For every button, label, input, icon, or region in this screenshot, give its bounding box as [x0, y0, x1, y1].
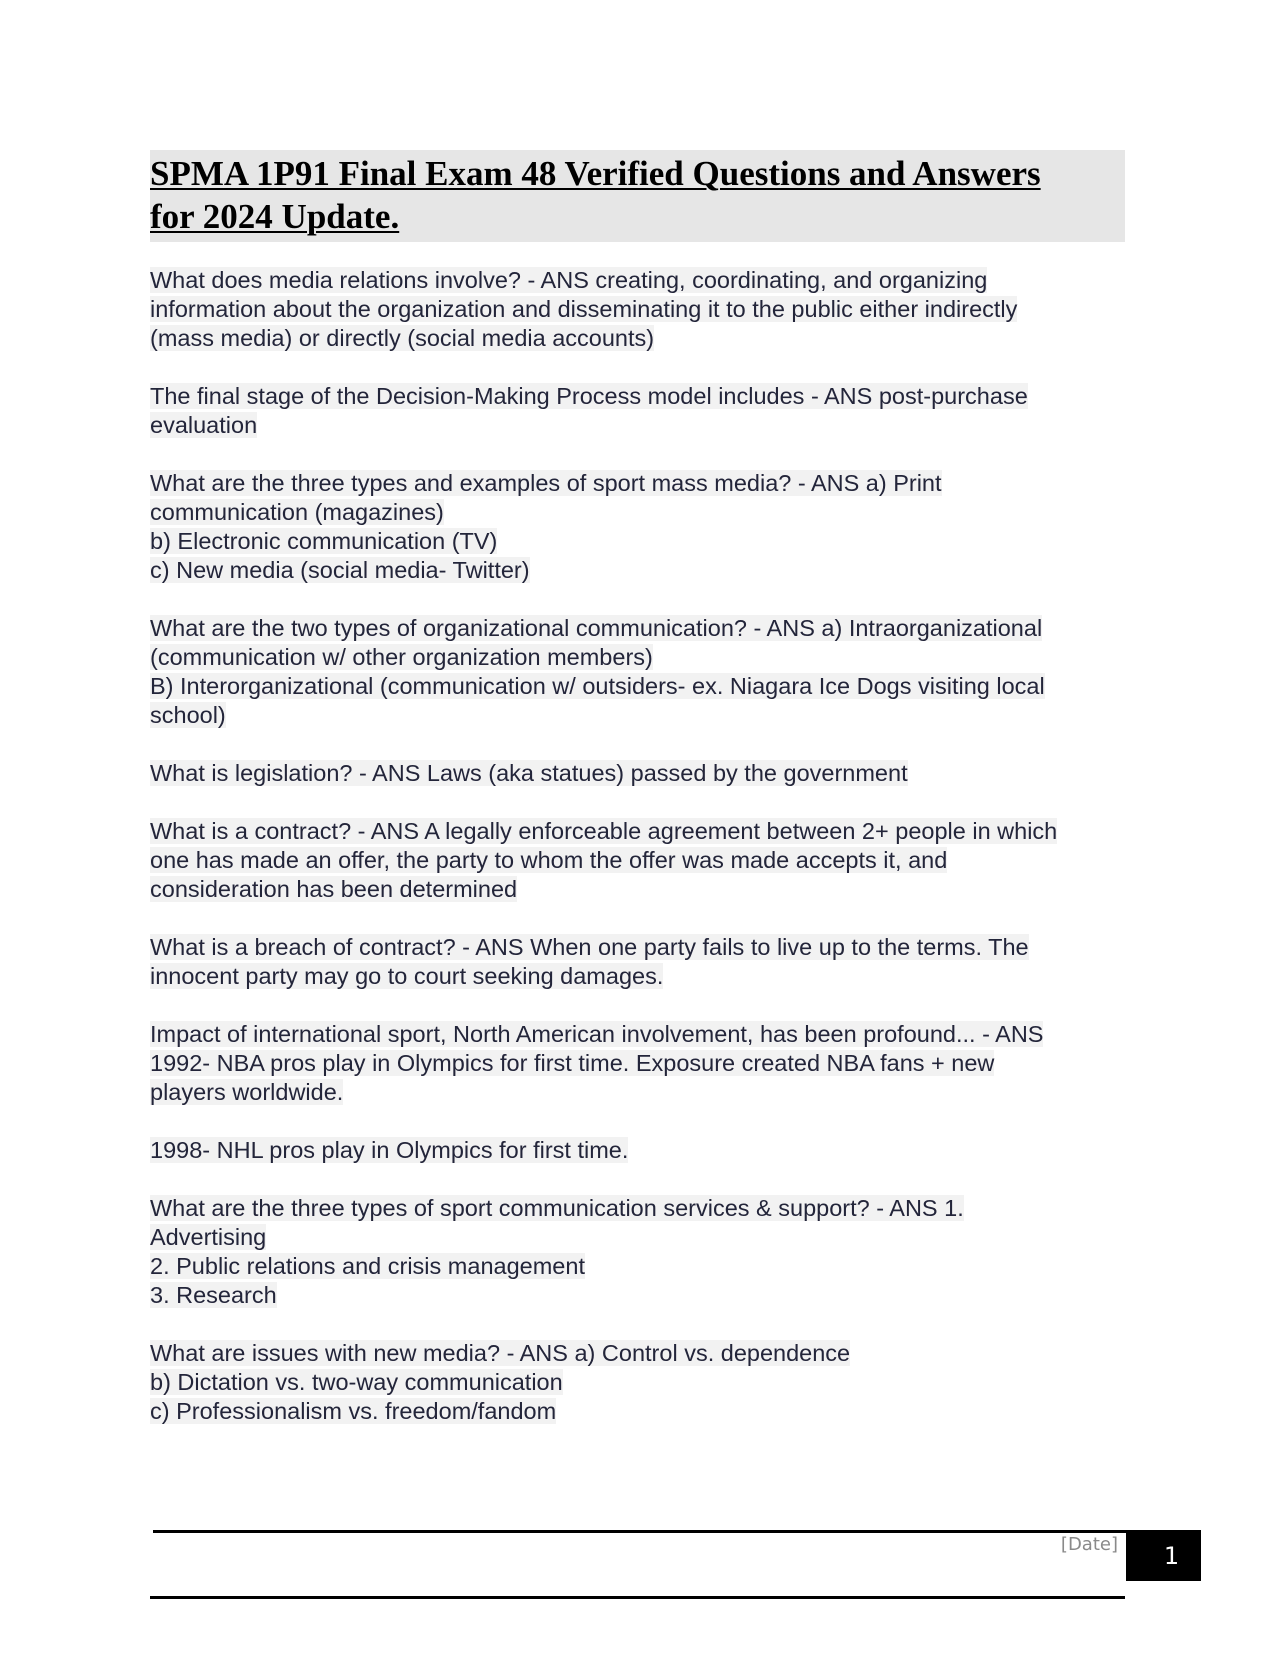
- qa-entry: [150, 1339, 1125, 1426]
- qa-line-wrapper: [150, 469, 1125, 498]
- qa-line-wrapper: [150, 1397, 1125, 1426]
- qa-line: The final stage of the Decision-Making Process model includes - ANS post-purchase: [150, 383, 1028, 409]
- qa-line-wrapper: [150, 1339, 1125, 1368]
- qa-entry: [150, 933, 1125, 991]
- title-line: for 2024 Update.: [150, 197, 400, 236]
- footer-date: [Date]: [1060, 1534, 1118, 1555]
- qa-line: What are issues with new media? - ANS a) Control vs. dependence: [150, 1340, 851, 1366]
- qa-line-wrapper: [150, 1281, 1125, 1310]
- qa-line-wrapper: [150, 1194, 1125, 1223]
- qa-line: c) New media (social media- Twitter): [150, 557, 530, 583]
- qa-list: [150, 266, 1125, 1455]
- qa-line: communication (magazines): [150, 499, 444, 525]
- qa-line: (mass media) or directly (social media accounts): [150, 325, 655, 351]
- qa-entry: [150, 1194, 1125, 1310]
- qa-line: evaluation: [150, 412, 258, 438]
- qa-line-wrapper: [150, 672, 1125, 701]
- qa-line: What does media relations involve? - ANS creating, coordinating, and organizing: [150, 267, 988, 293]
- qa-line-wrapper: [150, 1049, 1125, 1078]
- qa-line: information about the organization and disseminating it to the public either indirectly: [150, 296, 1018, 322]
- qa-line-wrapper: [150, 1020, 1125, 1049]
- qa-line: Impact of international sport, North American involvement, has been profound... - ANS: [150, 1021, 1044, 1047]
- qa-line: innocent party may go to court seeking damages.: [150, 963, 664, 989]
- footer-top-rule: [153, 1530, 1128, 1533]
- qa-line-wrapper: [150, 556, 1125, 585]
- qa-line-wrapper: [150, 1368, 1125, 1397]
- qa-line-wrapper: [150, 411, 1125, 440]
- qa-line-wrapper: [150, 498, 1125, 527]
- qa-line: (communication w/ other organization members): [150, 644, 653, 670]
- qa-entry: [150, 382, 1125, 440]
- qa-line-wrapper: [150, 701, 1125, 730]
- qa-line-wrapper: [150, 962, 1125, 991]
- qa-line: 1992- NBA pros play in Olympics for first time. Exposure created NBA fans + new: [150, 1050, 995, 1076]
- qa-line: B) Interorganizational (communication w/ outsiders- ex. Niagara Ice Dogs visiting local: [150, 673, 1045, 699]
- qa-line-wrapper: [150, 1223, 1125, 1252]
- qa-line: school): [150, 702, 226, 728]
- qa-line-wrapper: [150, 643, 1125, 672]
- qa-line-wrapper: [150, 1078, 1125, 1107]
- qa-line-wrapper: [150, 759, 1125, 788]
- qa-line: 2. Public relations and crisis management: [150, 1253, 585, 1279]
- qa-line-wrapper: [150, 846, 1125, 875]
- qa-line-wrapper: [150, 817, 1125, 846]
- qa-entry: [150, 614, 1125, 730]
- qa-entry: [150, 759, 1125, 788]
- qa-line-wrapper: [150, 295, 1125, 324]
- footer-bottom-rule: [150, 1596, 1125, 1599]
- qa-entry: [150, 266, 1125, 353]
- page-number: 1: [1126, 1530, 1201, 1581]
- qa-line: What is legislation? - ANS Laws (aka statues) passed by the government: [150, 760, 908, 786]
- qa-line-wrapper: [150, 324, 1125, 353]
- qa-entry: [150, 1136, 1125, 1165]
- qa-line-wrapper: [150, 614, 1125, 643]
- qa-line: c) Professionalism vs. freedom/fandom: [150, 1398, 557, 1424]
- qa-line: 1998- NHL pros play in Olympics for first time.: [150, 1137, 629, 1163]
- qa-line: What are the three types of sport communication services & support? - ANS 1.: [150, 1195, 964, 1221]
- qa-line: players worldwide.: [150, 1079, 344, 1105]
- qa-line-wrapper: [150, 1136, 1125, 1165]
- document-title: [150, 152, 1125, 238]
- qa-entry: [150, 817, 1125, 904]
- qa-line-wrapper: [150, 1252, 1125, 1281]
- qa-line: Advertising: [150, 1224, 267, 1250]
- qa-line: What is a contract? - ANS A legally enforceable agreement between 2+ people in which: [150, 818, 1058, 844]
- qa-entry: [150, 469, 1125, 585]
- qa-line: What is a breach of contract? - ANS When one party fails to live up to the terms. The: [150, 934, 1029, 960]
- title-block: [150, 150, 1125, 242]
- qa-line-wrapper: [150, 933, 1125, 962]
- qa-line: What are the three types and examples of sport mass media? - ANS a) Print: [150, 470, 942, 496]
- qa-line-wrapper: [150, 527, 1125, 556]
- page-footer: [150, 1530, 1200, 1610]
- qa-line-wrapper: [150, 875, 1125, 904]
- qa-line: b) Electronic communication (TV): [150, 528, 498, 554]
- qa-line: What are the two types of organizational communication? - ANS a) Intraorganizational: [150, 615, 1043, 641]
- title-line: SPMA 1P91 Final Exam 48 Verified Questions and Answers: [150, 154, 1041, 193]
- qa-line: one has made an offer, the party to whom the offer was made accepts it, and: [150, 847, 948, 873]
- qa-line: b) Dictation vs. two-way communication: [150, 1369, 563, 1395]
- qa-line: consideration has been determined: [150, 876, 518, 902]
- qa-line-wrapper: [150, 382, 1125, 411]
- qa-line-wrapper: [150, 266, 1125, 295]
- qa-entry: [150, 1020, 1125, 1107]
- qa-line: 3. Research: [150, 1282, 277, 1308]
